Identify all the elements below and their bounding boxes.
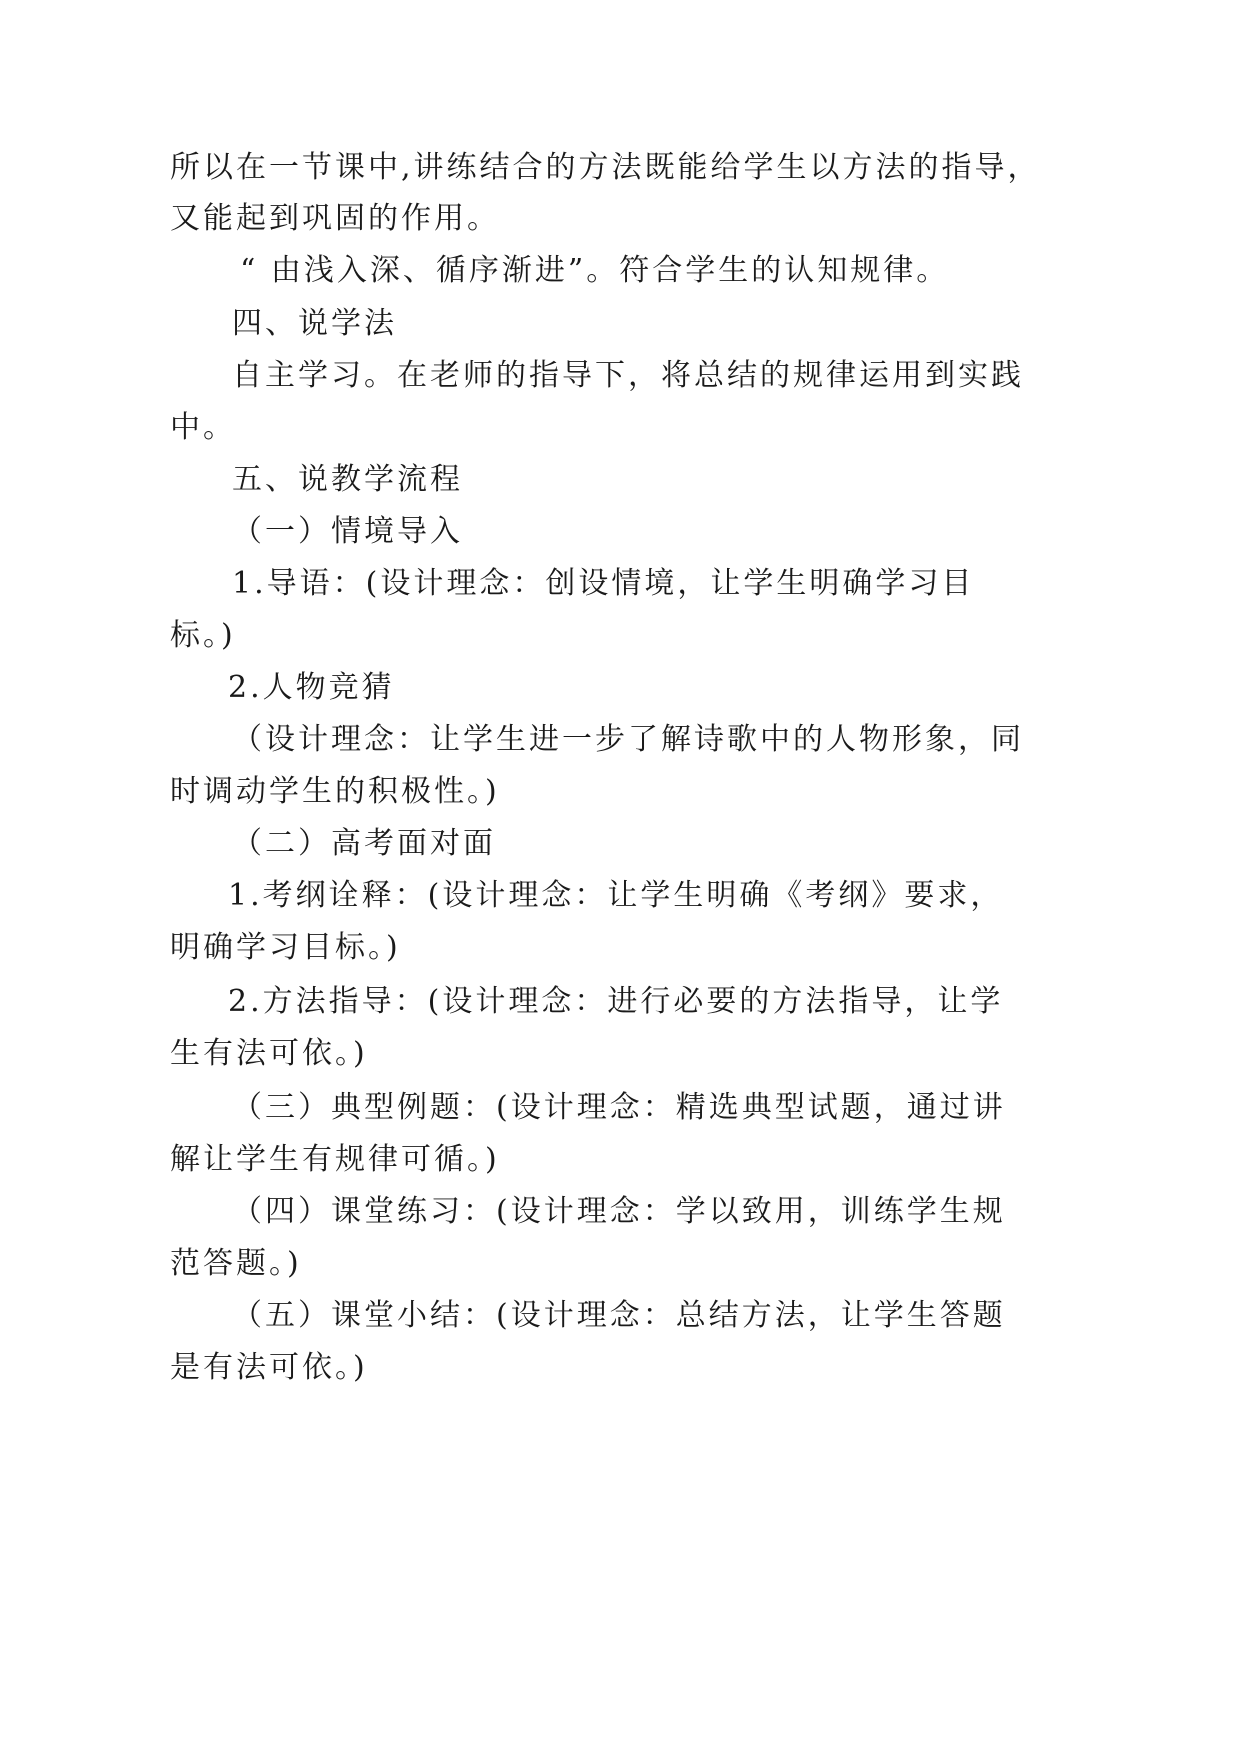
body-text-line: 时调动学生的积极性。) (170, 774, 500, 809)
list-item: 1.考纲诠释：(设计理念：让学生明确《考纲》要求， (228, 878, 1004, 913)
list-item: 1.导语：(设计理念：创设情境，让学生明确学习目 (232, 566, 975, 601)
subsection-heading: （二）高考面对面 (232, 826, 496, 861)
list-item: 2.人物竞猜 (228, 670, 395, 705)
body-text-line: 所以在一节课中,讲练结合的方法既能给学生以方法的指导， (170, 150, 1041, 185)
subsection-heading: （四）课堂练习：(设计理念：学以致用，训练学生规 (232, 1194, 1006, 1229)
subsection-heading: （三）典型例题：(设计理念：精选典型试题，通过讲 (232, 1090, 1006, 1125)
body-text-line: 自主学习。在老师的指导下，将总结的规律运用到实践 (232, 358, 1024, 393)
body-text-line: 范答题。) (170, 1246, 302, 1281)
body-text-line: 又能起到巩固的作用。 (170, 201, 500, 236)
body-text-line: 标。) (170, 618, 236, 653)
section-heading: 五、说教学流程 (232, 462, 463, 497)
body-text-line: 中。 (170, 410, 236, 445)
body-text-line: “ 由浅入深、循序渐进”。符合学生的认知规律。 (240, 253, 950, 288)
subsection-heading: （一）情境导入 (232, 514, 463, 549)
list-item: 2.方法指导：(设计理念：进行必要的方法指导，让学 (228, 984, 1004, 1019)
body-text-line: 是有法可依。) (170, 1350, 368, 1385)
body-text-line: （设计理念：让学生进一步了解诗歌中的人物形象，同 (232, 722, 1024, 757)
body-text-line: 生有法可依。) (170, 1036, 368, 1071)
section-heading: 四、说学法 (232, 306, 397, 341)
body-text-line: 解让学生有规律可循。) (170, 1142, 500, 1177)
subsection-heading: （五）课堂小结：(设计理念：总结方法，让学生答题 (232, 1298, 1006, 1333)
body-text-line: 明确学习目标。) (170, 930, 401, 965)
